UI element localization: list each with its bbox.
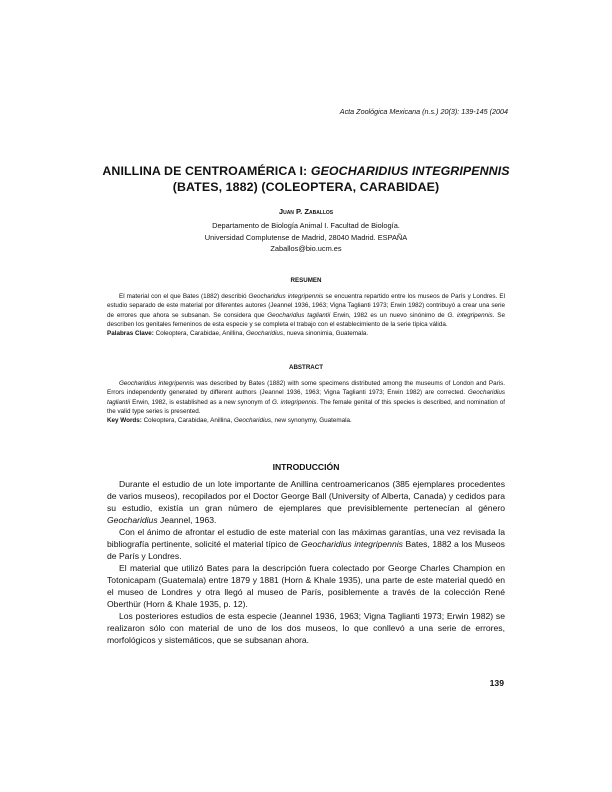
resumen-species-2: Geocharidius tagliantii: [267, 311, 331, 319]
introduccion-heading: INTRODUCCIÓN: [272, 462, 340, 472]
title-species: GEOCHARIDIUS INTEGRIPENNIS: [310, 164, 510, 178]
intro-paragraph-1: [107, 478, 505, 526]
affiliation: [0, 220, 612, 255]
intro-p1-genus: Geocharidius: [107, 515, 158, 525]
palabras-clave-b: , nueva sinonimia, Guatemala.: [283, 330, 369, 338]
intro-paragraph-4: Los posteriores estudios de esta especie (Jeannel 1936, 1963; Vigna Taglianti 1973; Erwin 1982) se realizaron sólo con material de uno de los dos museos, lo que conllevó a una serie de errores, morfológicos y sistemáticos, que se subsanan ahora.: [107, 611, 505, 645]
resumen-paragraph: [107, 292, 505, 329]
palabras-clave-genus: Geocharidius: [245, 330, 284, 338]
title-line1-plain: ANILLINA DE CENTROAMÉRICA I:: [102, 164, 311, 178]
introduccion-body: [107, 478, 505, 646]
abstract-heading: ABSTRACT: [288, 364, 324, 371]
abstract-text-c: . The female genital of this species is described, and nomination of the valid type series is presented.: [107, 398, 505, 415]
intro-p2-text-a: Con el ánimo de afrontar el estudio de este material con las máximas garantías, una vez revisada la bibliografía pertinente, solicité el material típico de: [107, 527, 505, 549]
intro-p1-end: Jeannel, 1963.: [157, 515, 217, 525]
paper-title: [0, 163, 612, 195]
key-words-b: , new synonymy, Guatemala.: [271, 417, 352, 425]
abstract-species-2: Geocharidius tagliantii: [107, 389, 505, 406]
author-name: Juan P. Zaballos: [278, 207, 334, 216]
key-words-a: Coleoptera, Carabidae, Anillina,: [141, 417, 234, 425]
affiliation-line-1: Departamento de Biología Animal I. Facultad de Biología.: [212, 221, 400, 230]
palabras-clave-label: Palabras Clave:: [107, 330, 154, 338]
resumen-heading: RESUMEN: [290, 277, 322, 284]
intro-p2-text-b: Bates, 1882 a los Museos de París y Londres.: [107, 539, 505, 561]
key-words: [107, 416, 505, 425]
abstract-text-a: was described by Bates (1882) with some specimens distributed among the museums of London and Paris. Errors independently generated by different authors (Jeannel 1936, 1963; Vigna Taglianti 1973; Erwin 1982) are corrected.: [107, 380, 506, 397]
intro-paragraph-2: [107, 526, 505, 562]
page-number: 139: [489, 678, 504, 688]
affiliation-line-2: Universidad Complutense de Madrid, 28040 Madrid. ESPAÑA: [204, 232, 408, 242]
resumen-species-1: Geocharidius integripennis: [248, 293, 324, 300]
journal-citation: Acta Zoológica Mexicana (n.s.) 20(3): 139-145 (2004: [339, 107, 508, 116]
palabras-clave: [107, 329, 505, 338]
author-email: Zaballos@bio.ucm.es: [270, 244, 342, 253]
abstract-paragraph: [107, 379, 505, 416]
palabras-clave-a: Coleoptera, Carabidae, Anillina,: [153, 330, 246, 338]
title-line2: (BATES, 1882) (COLEOPTERA, CARABIDAE): [172, 180, 440, 194]
intro-paragraph-3: El material que utilizó Bates para la descripción fuera colectado por George Charles Champion en Totonicapam (Guatemala) entre 1879 y 1881 (Horn & Khale 1935), una parte de este material quedó en el museo de Londres y otra llegó al museo de París, posiblemente a través de la colección René Oberthür (Horn & Khale 1935, p. 12).: [107, 563, 505, 609]
abstract-text-b: Erwin, 1982, is established as a new synonym of: [130, 398, 273, 406]
abstract-species-1: Geocharidius integripennis: [119, 380, 195, 387]
key-words-label: Key Words:: [107, 417, 142, 425]
resumen-species-3: G. integripennis: [447, 311, 493, 319]
resumen-text-d: . Se describen los genitales femeninos de esta especie y se completa el trabajo con el establecimiento de la serie típica válida.: [107, 311, 505, 328]
resumen-text-c: Erwin, 1982 es un nuevo sinónimo de: [330, 311, 448, 319]
resumen-text-a: El material con el que Bates (1882) describió: [119, 293, 249, 300]
key-words-genus: Geocharidius: [233, 417, 272, 425]
abstract-species-3: G. integripennis: [272, 398, 317, 406]
resumen-body: [107, 292, 505, 338]
resumen-text-b: se encuentra repartido entre los museos de París y Londres. El estudio separado de este material por diferentes autores (Jeannel 1936, 1963; Vigna Taglianti 1973; Erwin 1982) contribuyó a crear una serie de errores que ahora se subsanan. Se considera que: [107, 293, 505, 319]
intro-p1-text: Durante el estudio de un lote importante de Anillina centroamericanos (385 ejemplares procedentes de varios museos), recopilados por el Doctor George Ball (University of Alberta, Canada) y cedidos para su estudio, existía un gran número de ejemplares que previsiblemente pertenecían al género: [107, 479, 505, 513]
abstract-body: [107, 379, 505, 425]
intro-p2-species: Geocharidius integripennis: [301, 539, 403, 549]
